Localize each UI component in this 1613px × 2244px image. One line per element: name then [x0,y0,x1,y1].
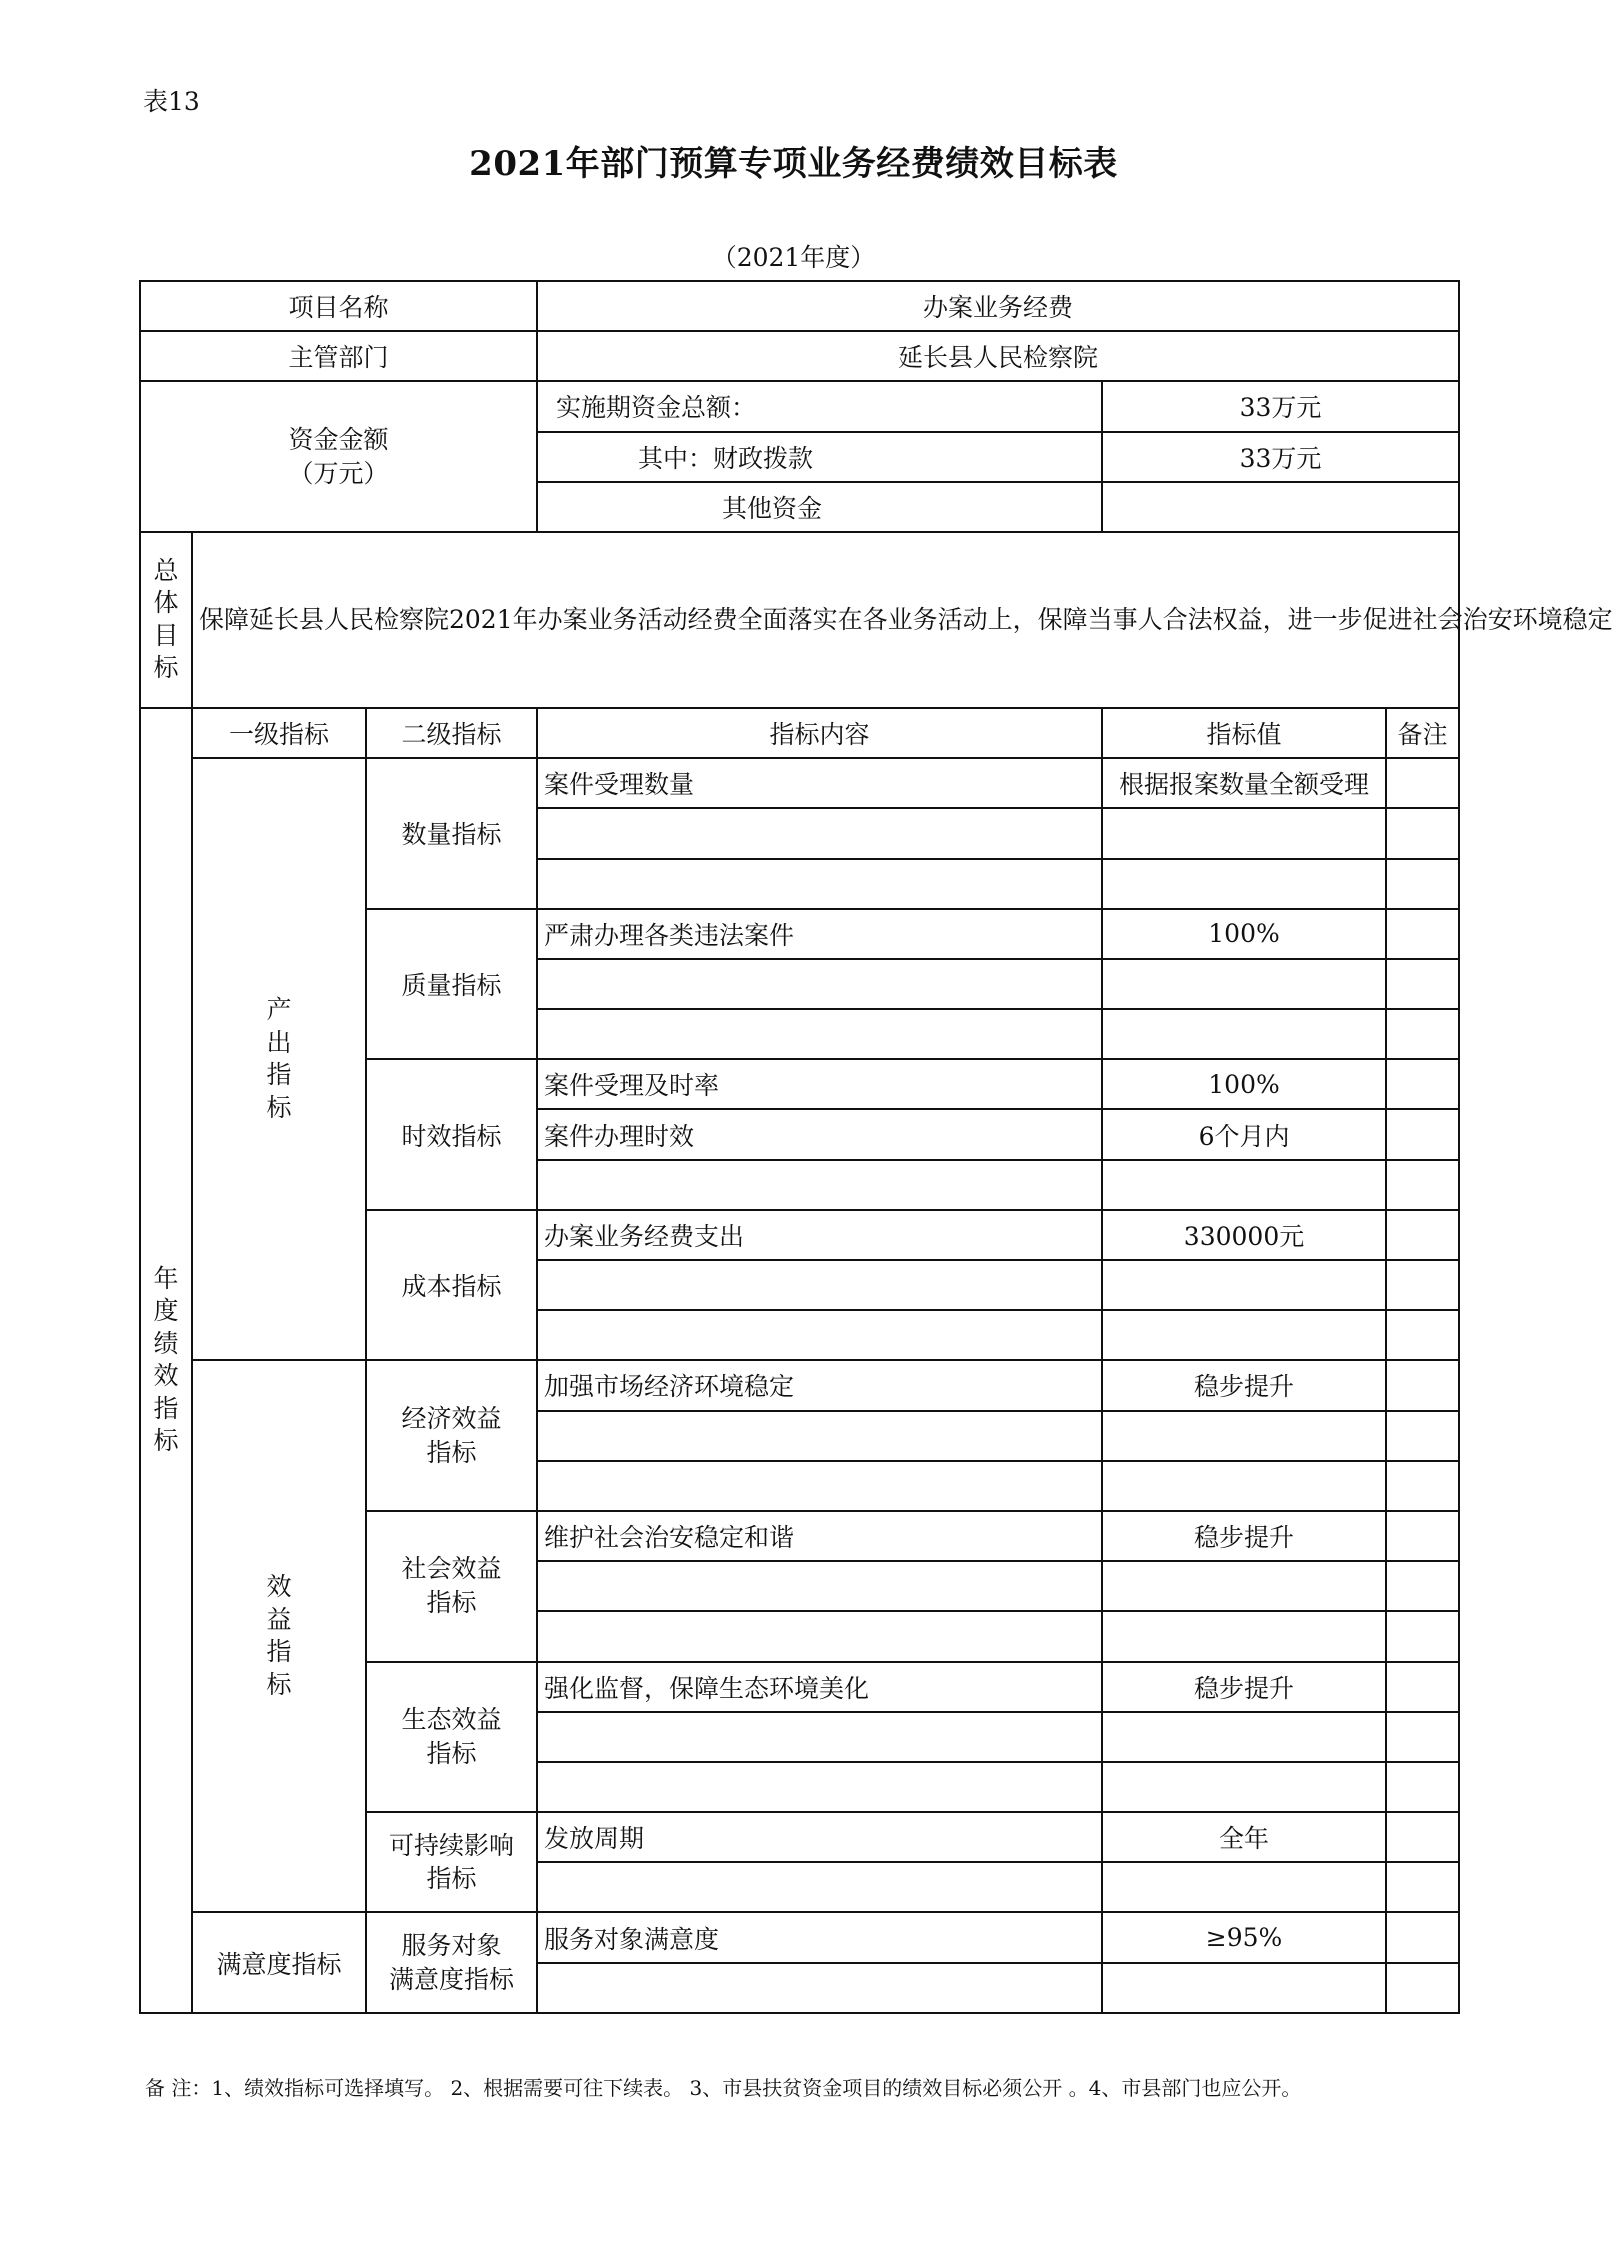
project-name-row [140,281,1459,331]
funds-label-line1: 资金金额 [288,424,389,454]
timeliness-indicator-label: 时效指标 [366,1059,537,1210]
project-name-label: 项目名称 [140,281,537,331]
indicator-content: 发放周期 [537,1812,1102,1862]
funds-total-row [140,381,1459,431]
overall-goal-text: 保障延长县人民检察院2021年办案业务活动经费全面落实在各业务活动上，保障当事人合法权益，进一步促进社会治安环境稳定 [192,532,1459,708]
indicator-value: 稳步提升 [1102,1662,1386,1712]
indicator-remark [1386,1059,1459,1109]
indicator-remark [1386,1210,1459,1260]
table-number: 表13 [143,87,200,116]
indicator-value: 6个月内 [1102,1109,1386,1159]
indicator-remark [1386,758,1459,808]
funds-label [140,381,537,532]
indicator-remark [1386,1360,1459,1410]
indicator-content: 严肃办理各类违法案件 [537,909,1102,959]
satisfaction-indicators-label: 满意度指标 [192,1912,366,2012]
total-funds-label: 实施期资金总额： [537,381,1102,431]
header-value: 指标值 [1102,708,1386,758]
indicator-remark [1386,1912,1459,1962]
finance-funds-label: 其中：财政拨款 [537,432,1102,482]
dept-value: 延长县人民检察院 [537,331,1459,381]
indicator-content: 维护社会治安稳定和谐 [537,1511,1102,1561]
header-content: 指标内容 [537,708,1102,758]
dept-row [140,331,1459,381]
economic-indicator-label: 经济效益 指标 [366,1360,537,1511]
funds-label-line2: （万元） [288,458,389,488]
indicator-value: 100% [1102,1059,1386,1109]
indicator-header-row [140,708,1459,758]
indicator-content: 案件办理时效 [537,1109,1102,1159]
year-note: （2021年度） [711,243,876,272]
annual-indicators-label: 年 度 绩 效 指 标 [140,708,192,2013]
indicator-content: 办案业务经费支出 [537,1210,1102,1260]
cost-indicator-label: 成本指标 [366,1210,537,1361]
other-funds-value [1102,482,1459,532]
quality-indicator-label: 质量指标 [366,909,537,1060]
indicator-value: 全年 [1102,1812,1386,1862]
benefit-indicators-label: 效 益 指 标 [192,1360,366,1912]
dept-label: 主管部门 [140,331,537,381]
service-satisfaction-label: 服务对象 满意度指标 [366,1912,537,2012]
output-indicators-label: 产 出 指 标 [192,758,366,1360]
overall-goal-row [140,532,1459,708]
indicator-value: ≥95% [1102,1912,1386,1962]
performance-target-table [139,280,1613,2014]
indicator-content: 强化监督，保障生态环境美化 [537,1662,1102,1712]
indicator-remark [1386,1812,1459,1862]
indicator-remark [1386,1109,1459,1159]
indicator-content: 案件受理数量 [537,758,1102,808]
sustainable-indicator-label: 可持续影响 指标 [366,1812,537,1912]
header-level1: 一级指标 [192,708,366,758]
indicator-value: 100% [1102,909,1386,959]
ecological-indicator-label: 生态效益 指标 [366,1662,537,1813]
indicator-value: 稳步提升 [1102,1511,1386,1561]
table-row [140,758,1459,808]
indicator-value: 根据报案数量全额受理 [1102,758,1386,808]
footnote: 备 注：1、绩效指标可选择填写。 2、根据需要可往下续表。 3、市县扶贫资金项目的绩效目标必须公开 。4、市县部门也应公开。 [145,2076,1302,2100]
overall-goal-label: 总 体 目 标 [140,532,192,708]
header-remark: 备注 [1386,708,1459,758]
indicator-content: 案件受理及时率 [537,1059,1102,1109]
indicator-remark [1386,1662,1459,1712]
project-name-value: 办案业务经费 [537,281,1459,331]
table-row [140,1360,1459,1410]
total-funds-value: 33万元 [1102,381,1459,431]
indicator-content: 服务对象满意度 [537,1912,1102,1962]
table-row [140,1912,1459,1962]
header-level2: 二级指标 [366,708,537,758]
indicator-value: 330000元 [1102,1210,1386,1260]
indicator-remark [1386,909,1459,959]
quantity-indicator-label: 数量指标 [366,758,537,909]
indicator-value: 稳步提升 [1102,1360,1386,1410]
indicator-remark [1386,1511,1459,1561]
other-funds-label: 其他资金 [537,482,1102,532]
finance-funds-value: 33万元 [1102,432,1459,482]
indicator-content: 加强市场经济环境稳定 [537,1360,1102,1410]
social-indicator-label: 社会效益 指标 [366,1511,537,1662]
document-title: 2021年部门预算专项业务经费绩效目标表 [469,144,1118,184]
